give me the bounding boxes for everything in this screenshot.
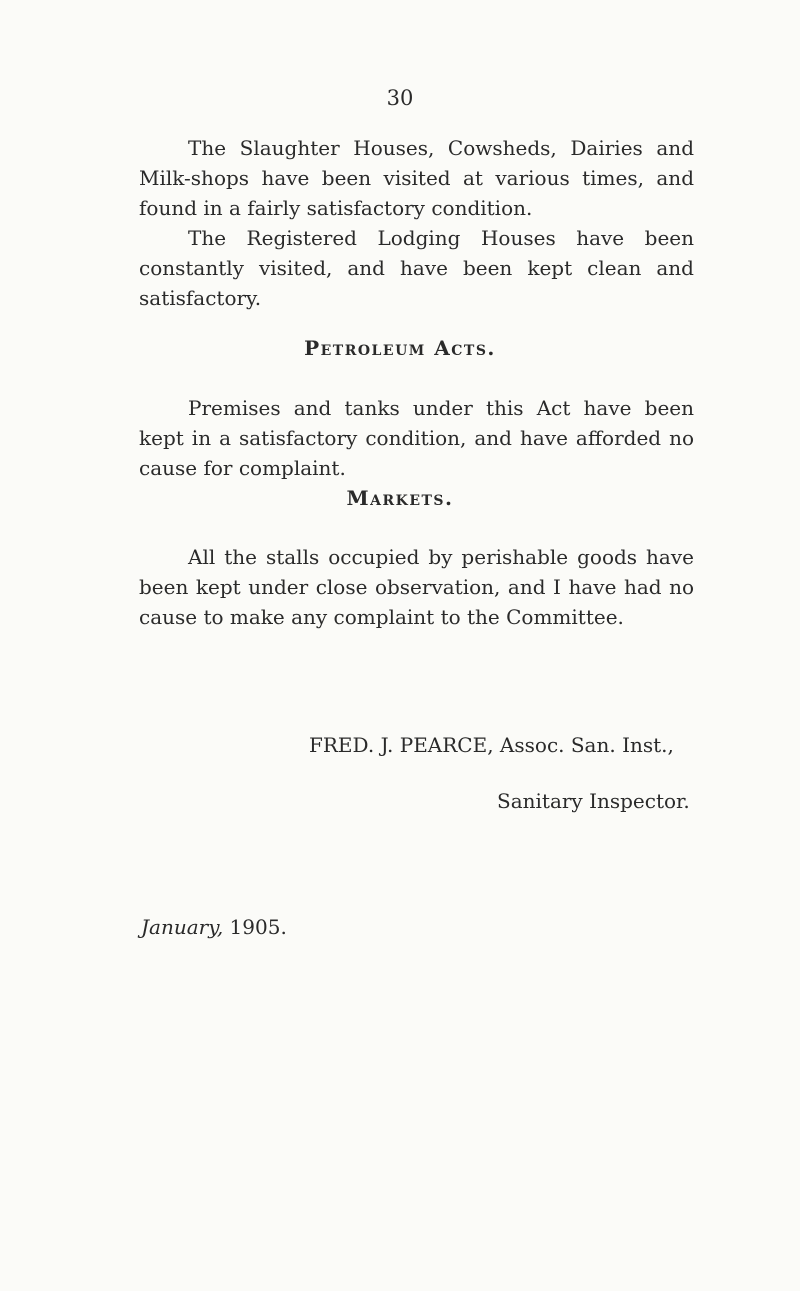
- signature-title: Sanitary Inspector.: [497, 789, 690, 813]
- paragraph-slaughter-houses: The Slaughter Houses, Cowsheds, Dairies and Milk-shops have been visited at various times, and found in a fairly satisfactory condition.: [139, 136, 694, 220]
- heading-markets: Markets.: [346, 486, 454, 510]
- date-year: 1905.: [229, 915, 287, 939]
- page-number: 30: [386, 86, 414, 110]
- paragraph-petroleum: Premises and tanks under this Act have been kept in a satisfactory condition, and have afforded no cause for complaint.: [139, 396, 694, 480]
- signature-name: FRED. J. PEARCE, Assoc. San. Inst.,: [309, 733, 674, 757]
- paragraph-markets: All the stalls occupied by perishable goods have been kept under close observation, and I have had no cause to make any complaint to the Committee.: [139, 545, 694, 629]
- date-month: January,: [141, 915, 224, 939]
- date-line: [141, 915, 287, 939]
- heading-petroleum-acts: Petroleum Acts.: [304, 336, 496, 360]
- paragraph-lodging-houses: The Registered Lodging Houses have been constantly visited, and have been kept clean and satisfactory.: [139, 226, 694, 310]
